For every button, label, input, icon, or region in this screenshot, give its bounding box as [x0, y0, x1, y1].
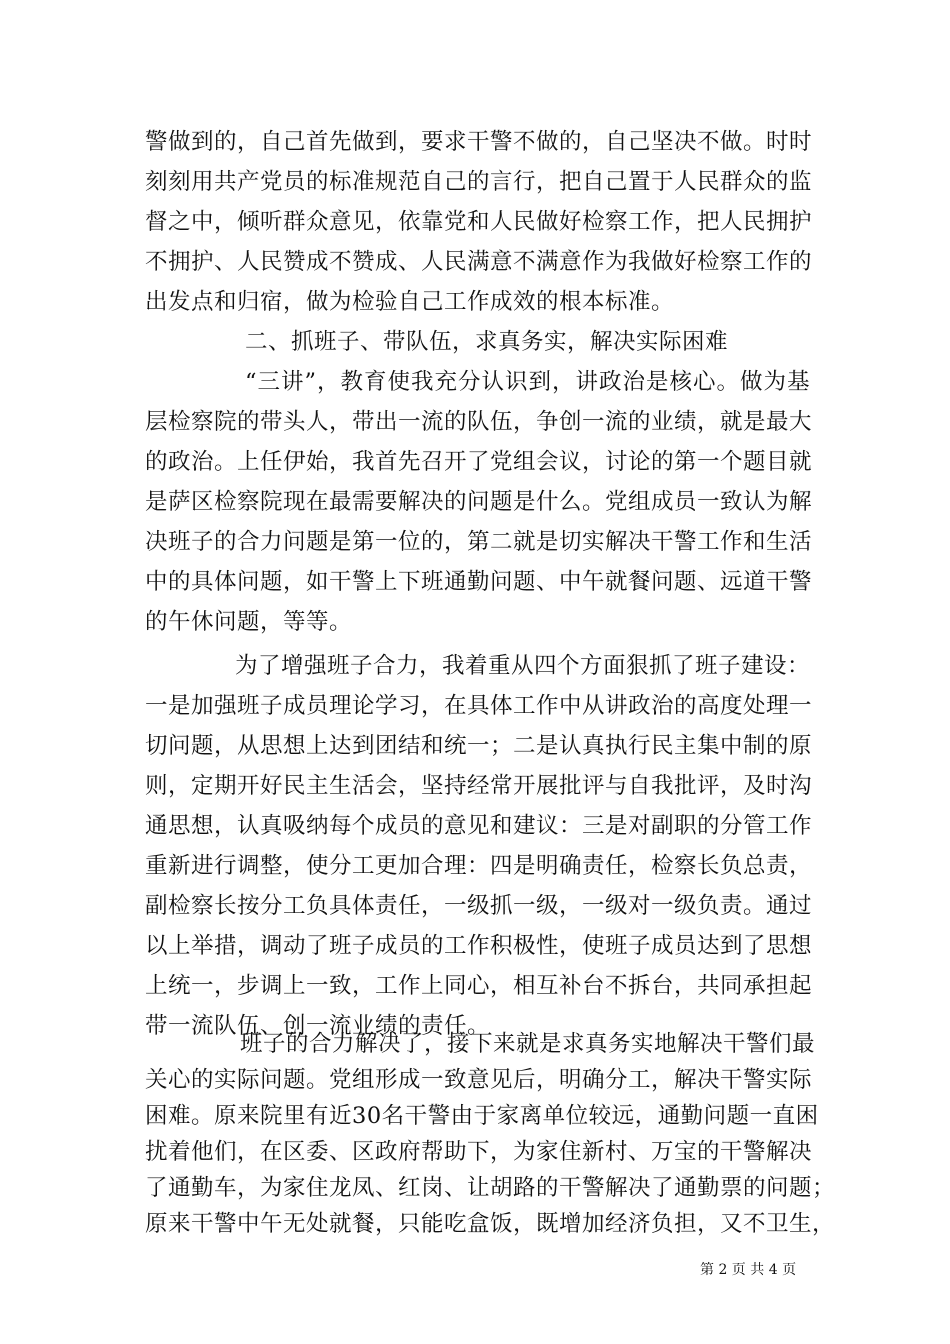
text-line: 重新进行调整，使分工更加合理：四是明确责任，检察长负总责，	[145, 853, 813, 879]
text-line: 困难。原来院里有近30名干警由于家离单位较远，通勤问题一直困	[145, 1103, 819, 1129]
text-line: 原来干警中午无处就餐，只能吃盒饭，既增加经济负担，又不卫生，	[145, 1211, 836, 1237]
text-line: 带一流队伍、创一流业绩的责任。	[145, 1013, 491, 1039]
text-line: 副检察长按分工负具体责任，一级抓一级，一级对一级负责。通过	[145, 893, 813, 919]
text-line: 是萨区检察院现在最需要解决的问题是什么。党组成员一致认为解	[145, 489, 813, 515]
text-line: 中的具体问题，如干警上下班通勤问题、中午就餐问题、远道干警	[145, 569, 813, 595]
text-line: 层检察院的带头人，带出一流的队伍，争创一流的业绩，就是最大	[145, 409, 813, 435]
text-line: 刻刻用共产党员的标准规范自己的言行，把自己置于人民群众的监	[145, 169, 813, 195]
text-line: 扰着他们，在区委、区政府帮助下，为家住新村、万宝的干警解决	[145, 1139, 813, 1165]
text-line: 决班子的合力问题是第一位的，第二就是切实解决干警工作和生活	[145, 529, 813, 555]
text-line: 的政治。上任伊始，我首先召开了党组会议，讨论的第一个题目就	[145, 449, 813, 475]
page-number: 第 2 页 共 4 页	[700, 1262, 797, 1278]
paragraph-start: 班子的合力解决了，接下来就是求真务实地解决干警们最	[240, 1031, 816, 1057]
paragraph-start: “三讲”，教育使我充分认识到，讲政治是核心。做为基	[245, 369, 810, 395]
text-line: 则，定期开好民主生活会，坚持经常开展批评与自我批评，及时沟	[145, 773, 813, 799]
text-line: 上统一，步调上一致，工作上同心，相互补台不拆台，共同承担起	[145, 973, 813, 999]
paragraph-start: 为了增强班子合力，我着重从四个方面狠抓了班子建设：	[235, 653, 811, 679]
text-line: 关心的实际问题。党组形成一致意见后，明确分工，解决干警实际	[145, 1067, 813, 1093]
text-line: 的午休问题，等等。	[145, 609, 353, 635]
text-line: 了通勤车，为家住龙凤、红岗、让胡路的干警解决了通勤票的问题；	[145, 1175, 836, 1201]
text-line: 以上举措，调动了班子成员的工作积极性，使班子成员达到了思想	[145, 933, 813, 959]
text-line: 切问题，从思想上达到团结和统一；二是认真执行民主集中制的原	[145, 733, 813, 759]
text-line: 督之中，倾听群众意见，依靠党和人民做好检察工作，把人民拥护	[145, 209, 813, 235]
text-line: 通思想，认真吸纳每个成员的意见和建议：三是对副职的分管工作	[145, 813, 813, 839]
text-line: 出发点和归宿，做为检验自己工作成效的根本标准。	[145, 289, 675, 315]
text-line: 警做到的，自己首先做到，要求干警不做的，自己坚决不做。时时	[145, 129, 813, 155]
text-line: 一是加强班子成员理论学习，在具体工作中从讲政治的高度处理一	[145, 693, 813, 719]
text-line: 不拥护、人民赞成不赞成、人民满意不满意作为我做好检察工作的	[145, 249, 813, 275]
section-heading: 二、抓班子、带队伍，求真务实，解决实际困难	[245, 329, 729, 355]
